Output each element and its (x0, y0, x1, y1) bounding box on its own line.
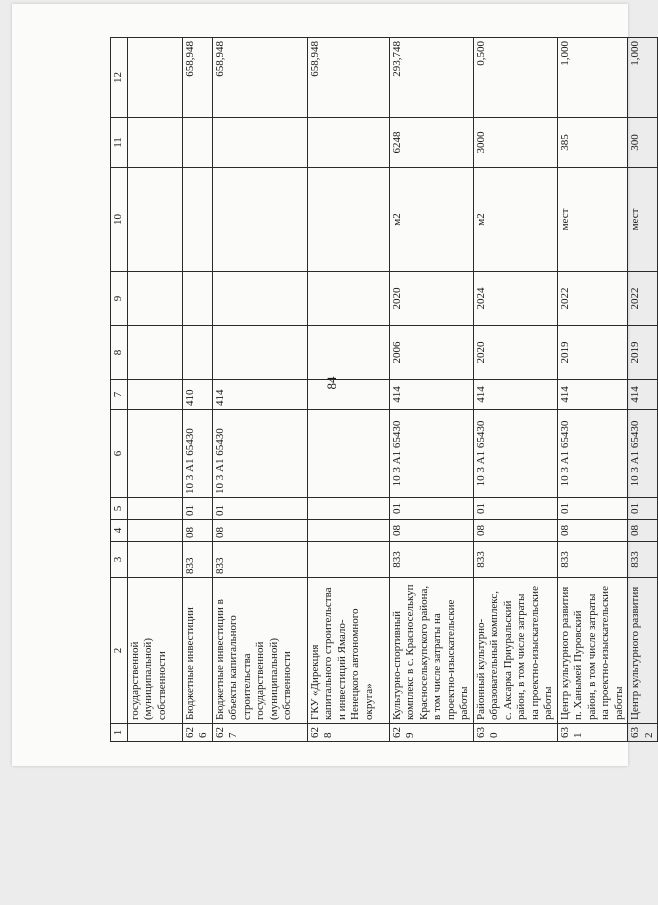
row-name-cell: Районный культурно-образовательный комплекс, с. Аксарка Приуральский район, в том числе затраты на проектно-изыскательские работы (473, 578, 557, 724)
table-cell: 833 (389, 542, 473, 578)
amount-cell: 1,000 (557, 38, 628, 118)
table-cell: 2024 (473, 272, 557, 326)
table-cell (307, 410, 389, 498)
table-cell: м2 (473, 168, 557, 272)
column-header: 7 (111, 380, 128, 410)
column-header: 4 (111, 520, 128, 542)
table-cell: 10 3 А1 65430 (182, 410, 212, 498)
table-cell: 833 (628, 542, 658, 578)
column-header: 1 (111, 724, 128, 742)
table-cell: 300 (628, 118, 658, 168)
table-cell (127, 410, 182, 498)
table-cell: 2020 (389, 272, 473, 326)
table-row (557, 38, 628, 742)
table-cell (307, 326, 389, 380)
table-cell (127, 118, 182, 168)
table-row (389, 38, 473, 742)
table-cell: 01 (182, 498, 212, 520)
table-cell (127, 520, 182, 542)
table-cell (212, 118, 307, 168)
table-cell: 833 (473, 542, 557, 578)
table-cell: 2022 (628, 272, 658, 326)
row-number-cell: 628 (307, 724, 389, 742)
row-name-cell: ГКУ «Дирекция капитального строительства и инвестиций Ямало-Ненецкого автономного округа» (307, 578, 389, 724)
table-cell: 01 (557, 498, 628, 520)
table-cell: 414 (389, 380, 473, 410)
table-row (182, 38, 212, 742)
column-header: 9 (111, 272, 128, 326)
table-cell: 385 (557, 118, 628, 168)
amount-cell (127, 38, 182, 118)
row-number-cell: 627 (212, 724, 307, 742)
table-cell (307, 520, 389, 542)
amount-cell: 293,748 (389, 38, 473, 118)
table-cell (127, 168, 182, 272)
column-header: 2 (111, 578, 128, 724)
table-cell: 833 (212, 542, 307, 578)
row-name-cell: Центр культурного развития (628, 578, 658, 724)
table-cell (182, 168, 212, 272)
row-name-cell: Культурно-спортивный комплекс в с. Красноселькуп Красноселькупского района, в том числе затраты на проектно-изыскательские работы (389, 578, 473, 724)
table-cell: 01 (212, 498, 307, 520)
table-cell: 10 3 А1 65430 (628, 410, 658, 498)
table-cell: 410 (182, 380, 212, 410)
amount-cell: 658,948 (212, 38, 307, 118)
table-cell: 08 (389, 520, 473, 542)
table-cell (307, 542, 389, 578)
amount-cell: 658,948 (307, 38, 389, 118)
table-cell (212, 272, 307, 326)
row-number-cell: 631 (557, 724, 628, 742)
table-cell (127, 542, 182, 578)
row-number-cell: 626 (182, 724, 212, 742)
column-number-row (111, 38, 128, 742)
table-cell: 10 3 А1 65430 (212, 410, 307, 498)
amount-cell: 1,000 (628, 38, 658, 118)
table-row (212, 38, 307, 742)
page-number: 84 (324, 376, 339, 390)
table-row (628, 38, 658, 742)
table-cell: 414 (557, 380, 628, 410)
column-header: 8 (111, 326, 128, 380)
table-cell (307, 272, 389, 326)
table-cell (212, 326, 307, 380)
table-row (473, 38, 557, 742)
budget-table (110, 37, 658, 742)
table-cell (127, 380, 182, 410)
column-header: 11 (111, 118, 128, 168)
table-cell: мест (628, 168, 658, 272)
table-cell: м2 (389, 168, 473, 272)
table-cell (212, 168, 307, 272)
table-cell (307, 498, 389, 520)
table-cell: 414 (628, 380, 658, 410)
table-cell: 08 (557, 520, 628, 542)
row-name-cell: государственной (муниципальной) собственности (127, 578, 182, 724)
table-cell (182, 118, 212, 168)
table-cell: 2019 (628, 326, 658, 380)
table-cell: 6248 (389, 118, 473, 168)
amount-cell: 658,948 (182, 38, 212, 118)
table-cell: 2019 (557, 326, 628, 380)
row-number-cell (127, 724, 182, 742)
table-cell: 08 (212, 520, 307, 542)
table-cell (127, 272, 182, 326)
table-cell: 3000 (473, 118, 557, 168)
table-cell: 01 (628, 498, 658, 520)
rotated-table-wrapper (110, 38, 655, 742)
table-cell: 08 (473, 520, 557, 542)
table-cell (182, 272, 212, 326)
table-cell: 10 3 А1 65430 (473, 410, 557, 498)
table-cell: 08 (182, 520, 212, 542)
table-row (127, 38, 182, 742)
table-cell: 01 (473, 498, 557, 520)
table-cell (182, 326, 212, 380)
row-number-cell: 629 (389, 724, 473, 742)
table-cell: 10 3 А1 65430 (557, 410, 628, 498)
table-cell (307, 168, 389, 272)
table-row (307, 38, 389, 742)
column-header: 12 (111, 38, 128, 118)
amount-cell: 0,500 (473, 38, 557, 118)
document-page (12, 4, 655, 766)
column-header: 6 (111, 410, 128, 498)
table-cell (307, 380, 389, 410)
table-cell: 2006 (389, 326, 473, 380)
column-header: 3 (111, 542, 128, 578)
table-cell (127, 498, 182, 520)
table-cell: 01 (389, 498, 473, 520)
row-number-cell: 632 (628, 724, 658, 742)
table-cell: 10 3 А1 65430 (389, 410, 473, 498)
row-name-cell: Центр культурного развития п. Ханымей Пуровский район, в том числе затраты на проектно-изыскательские работы (557, 578, 628, 724)
table-cell: мест (557, 168, 628, 272)
column-header: 10 (111, 168, 128, 272)
table-cell: 2020 (473, 326, 557, 380)
table-cell: 414 (473, 380, 557, 410)
row-name-cell: Бюджетные инвестиции (182, 578, 212, 724)
row-number-cell: 630 (473, 724, 557, 742)
table-cell: 833 (182, 542, 212, 578)
column-header: 5 (111, 498, 128, 520)
table-cell (127, 326, 182, 380)
table-cell: 833 (557, 542, 628, 578)
row-name-cell: Бюджетные инвестиции в объекты капитального строительства государственной (муниципальной) собственности (212, 578, 307, 724)
table-cell: 414 (212, 380, 307, 410)
table-cell: 2022 (557, 272, 628, 326)
table-cell: 08 (628, 520, 658, 542)
table-cell (307, 118, 389, 168)
